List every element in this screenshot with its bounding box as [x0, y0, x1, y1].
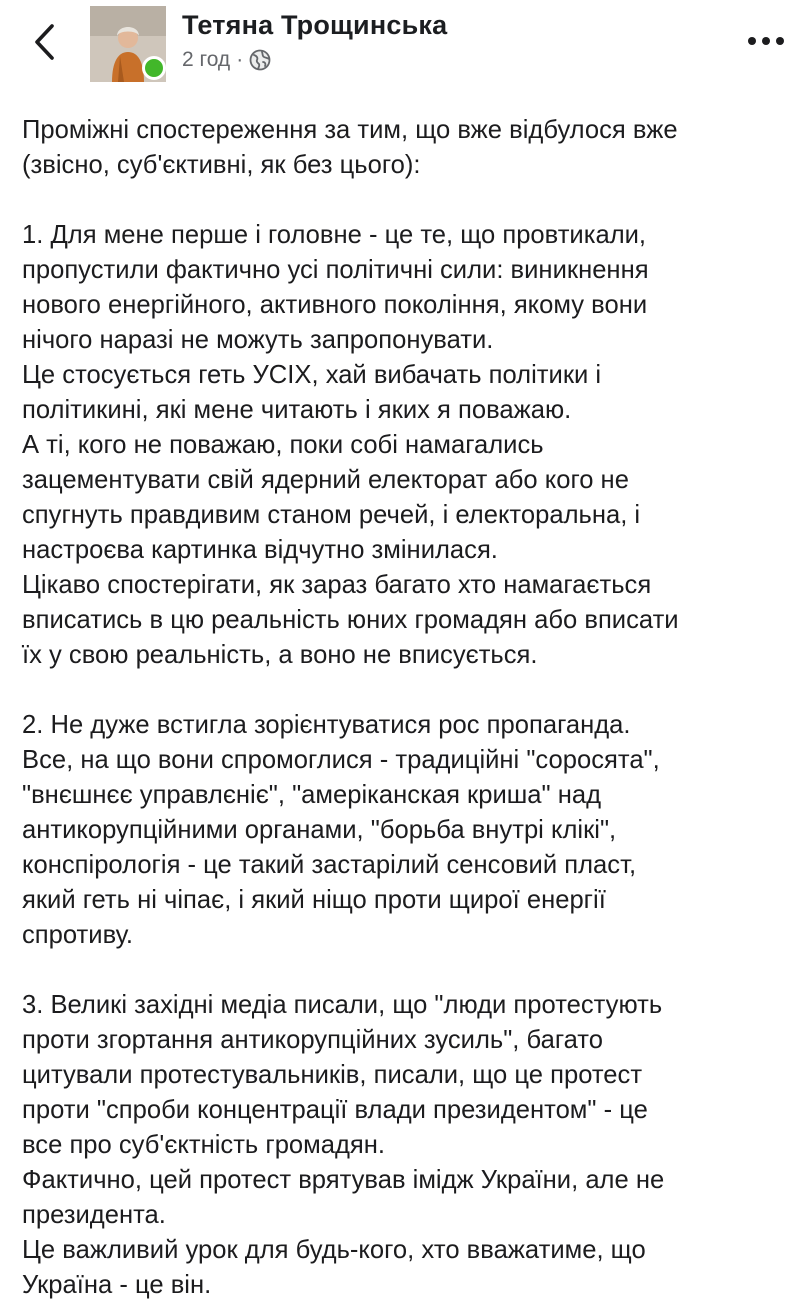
post-text-line: зацементувати свій ядерний електорат або кого не [22, 466, 629, 494]
more-options-button[interactable] [744, 26, 788, 56]
post-text-line: Проміжні спостереження за тим, що вже відбулося вже [22, 116, 678, 144]
post-text-line: нічого наразі не можуть запропонувати. [22, 326, 494, 354]
post-text-line: (звісно, суб'єктивні, як без цього): [22, 151, 421, 179]
post-text-line: Все, на що вони спромоглися - традиційні "соросята", [22, 746, 660, 774]
post-meta [182, 48, 271, 72]
post-text-line: проти "спроби концентрації влади президентом" - це [22, 1096, 648, 1124]
post-text-line: конспірологія - це такий застарілий сенсовий пласт, [22, 851, 637, 879]
post-text-line: який геть ні чіпає, і який ніщо проти щирої енергії [22, 886, 606, 914]
post-text-line: президента. [22, 1201, 166, 1229]
meta-separator: · [236, 48, 244, 71]
chevron-left-icon [33, 23, 55, 61]
post-text-line: цитували протестувальників, писали, що це протест [22, 1061, 643, 1089]
post-text-line: політикині, які мене читають і яких я поважаю. [22, 396, 572, 424]
blank-line [22, 673, 808, 708]
post-text-line: вписатись в цю реальність юних громадян або вписати [22, 606, 679, 634]
author-name[interactable]: Тетяна Трощинська [182, 10, 448, 40]
post-text-line: Це важливий урок для будь-кого, хто вважатиме, що [22, 1236, 646, 1264]
post-text-line: Цікаво спостерігати, як зараз багато хто намагається [22, 571, 652, 599]
post-text-line: їх у свою реальність, а воно не вписується. [22, 641, 538, 669]
post-text-line: 1. Для мене перше і головне - це те, що провтикали, [22, 221, 647, 249]
post-text-line: 3. Великі західні медіа писали, що "люди протестують [22, 991, 663, 1019]
post-text [22, 113, 808, 1303]
post-text-line: "внєшнєє управлєніє", "амерiканская криша" над [22, 781, 602, 809]
blank-line [22, 953, 808, 988]
back-button[interactable] [26, 20, 62, 64]
post-text-line: Це стосується геть УСІХ, хай вибачать політики і [22, 361, 602, 389]
post-text-line: антикорупційними органами, "борьба внутрі клікі", [22, 816, 617, 844]
post-text-line: пропустили фактично усі політичні сили: виникнення [22, 256, 649, 284]
post-text-line: настроєва картинка відчутно змінилася. [22, 536, 498, 564]
avatar-container[interactable] [90, 6, 166, 82]
post-header [0, 0, 811, 84]
post-text-line: Україна - це він. [22, 1271, 212, 1299]
post-text-line: 2. Не дуже встигла зорієнтуватися рос пропаганда. [22, 711, 631, 739]
post-text-line: Фактично, цей протест врятував імідж України, але не [22, 1166, 665, 1194]
more-horizontal-icon [746, 36, 786, 46]
post-text-line: А ті, кого не поважаю, поки собі намагались [22, 431, 544, 459]
blank-line [22, 183, 808, 218]
online-status-indicator [142, 56, 166, 80]
globe-icon[interactable] [249, 49, 271, 71]
post-time[interactable]: 2 год [182, 48, 231, 71]
post-text-line: все про суб'єктність громадян. [22, 1131, 386, 1159]
post-text-line: спротиву. [22, 921, 133, 949]
post-text-line: нового енергійного, активного покоління, якому вони [22, 291, 648, 319]
post-text-line: спугнуть правдивим станом речей, і електоральна, і [22, 501, 641, 529]
post-text-line: проти згортання антикорупційних зусиль", багато [22, 1026, 603, 1054]
